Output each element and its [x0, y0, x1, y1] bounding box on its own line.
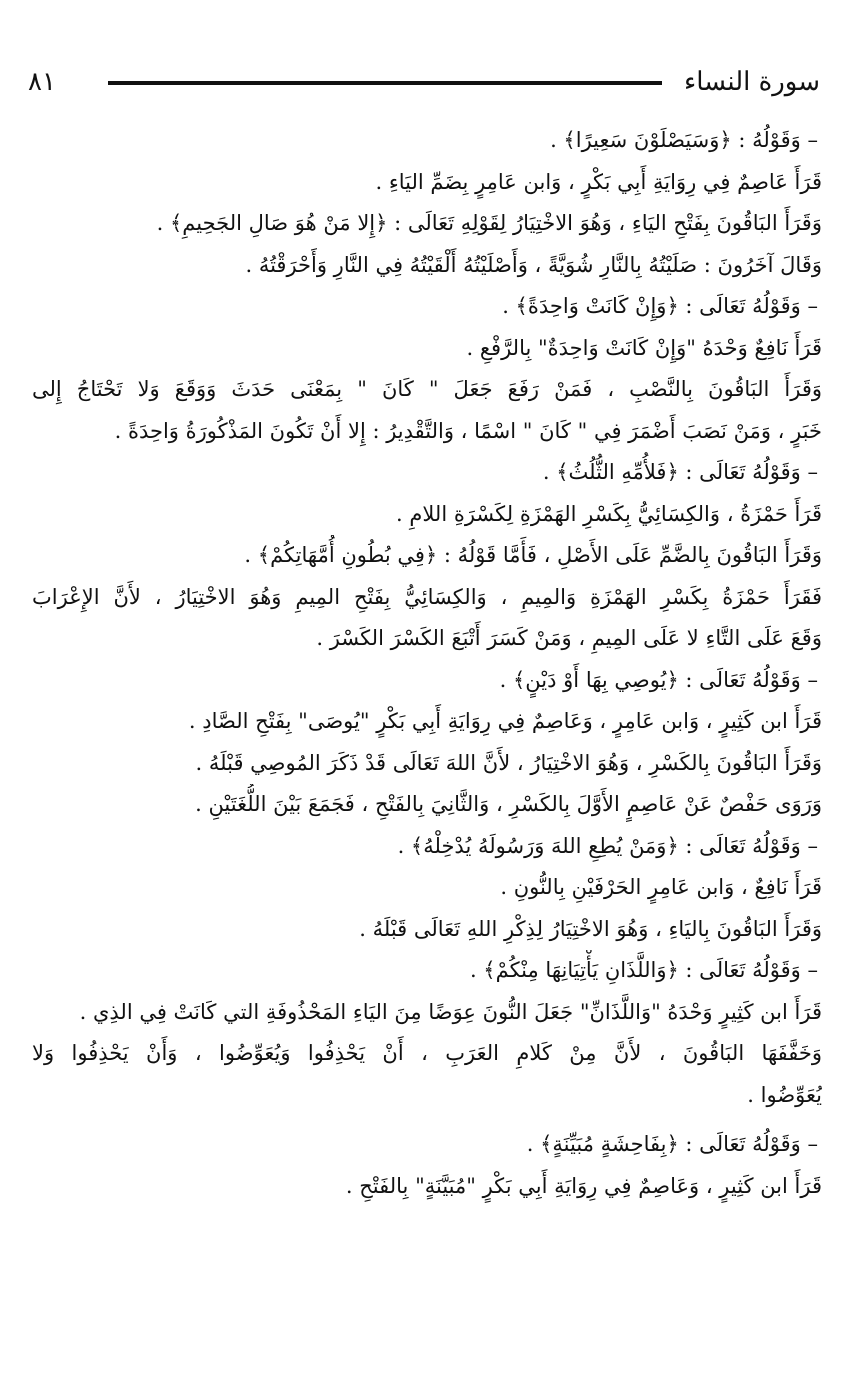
text-line: وَقَرَأَ البَاقُونَ بِفَتْحِ اليَاءِ ، وَهُوَ الاخْتِيَارُ لِقَوْلِهِ تَعَالَى : ﴿إِلا مَنْ هُوَ صَالِ الجَحِيمِ﴾ . — [156, 211, 822, 235]
verse-heading: – وَقَوْلُهُ : ﴿وَسَيَصْلَوْنَ سَعِيرًا﴾ . — [550, 128, 818, 152]
text-line: قَرَأَ حَمْزَةُ ، وَالكِسَائِيُّ بِكَسْرِ الهَمْزَةِ لِكَسْرَةِ اللامِ . — [396, 501, 822, 526]
text-line: وَقَرَأَ البَاقُونَ بِالنَّصْبِ ، فَمَنْ رَفَعَ جَعَلَ " كَانَ " بِمَعْنَى حَدَثَ وَوَقَعَ وَلا تَحْتَاجُ إِلى — [32, 377, 822, 401]
text-line: قَرَأَ نَافِعٌ ، وَابن عَامِرٍ الحَرْفَيْنِ بِالنُّونِ . — [500, 875, 822, 899]
text-line: يُعَوِّضُوا . — [747, 1082, 822, 1107]
text-line: قَرَأَ ابن كَثِيرٍ ، وَعَاصِمٌ فِي رِوَايَةِ أَبِي بَكْرٍ "مُبَيَّنَةٍ" بِالفَتْحِ . — [345, 1173, 822, 1198]
page-body — [32, 120, 822, 1207]
text-line: قَرَأَ ابن كَثِيرٍ ، وَابن عَامِرٍ ، وَعَاصِمٌ فِي رِوَايَةِ أَبِي بَكْرٍ "يُوصَى" بِفَتْحِ الصَّادِ . — [188, 709, 822, 733]
page-number: ٨١ — [28, 67, 56, 97]
text-line: قَرَأَ نَافِعٌ وَحْدَهُ "وَإِنْ كَانَتْ وَاحِدَةٌ" بِالرَّفْعِ . — [466, 335, 822, 360]
text-line: وَقَرَأَ البَاقُونَ بِاليَاءِ ، وَهُوَ الاخْتِيَارُ لِذِكْرِ اللهِ تَعَالَى قَبْلَهُ . — [359, 916, 822, 941]
text-line: وَرَوَى حَفْصٌ عَنْ عَاصِمٍ الأَوَّلَ بِالكَسْرِ ، وَالثَّانِيَ بِالفَتْحِ ، فَجَمَعَ بَيْنَ اللُّغَتَيْنِ . — [195, 792, 822, 816]
verse-heading: – وَقَوْلُهُ تَعَالَى : ﴿يُوصِي بِهَا أَوْ دَيْنٍ﴾ . — [499, 667, 818, 692]
verse-heading: – وَقَوْلُهُ تَعَالَى : ﴿وَاللَّذَانِ يَأْتِيَانِهَا مِنْكُمْ﴾ . — [469, 958, 818, 982]
verse-heading: – وَقَوْلُهُ تَعَالَى : ﴿وَإِنْ كَانَتْ وَاحِدَةً﴾ . — [502, 294, 818, 318]
text-line: خَبَرٍ ، وَمَنْ نَصَبَ أَضْمَرَ فِي " كَانَ " اسْمًا ، وَالتَّقْدِيرُ : إِلا أَنْ تَكُونَ المَذْكُورَةُ وَاحِدَةً . — [114, 418, 822, 443]
text-line: قَرَأَ ابن كَثِيرٍ وَحْدَهُ "وَاللَّذَانِّ" جَعَلَ النُّونَ عِوَضًا مِنَ اليَاءِ المَحْذُوفَةِ التي كَانَتْ فِي الذِي . — [79, 999, 822, 1024]
header-rule — [108, 81, 662, 85]
verse-heading: – وَقَوْلُهُ تَعَالَى : ﴿وَمَنْ يُطِعِ اللهَ وَرَسُولَهُ يُدْخِلْهُ﴾ . — [397, 833, 818, 858]
text-line: وَقَعَ عَلَى التَّاءِ لا عَلَى المِيمِ ، وَمَنْ كَسَرَ أَتْبَعَ الكَسْرَ الكَسْرَ . — [316, 626, 822, 650]
verse-heading: – وَقَوْلُهُ تَعَالَى : ﴿فَلأُمِّهِ الثُّلُثُ﴾ . — [542, 460, 818, 484]
text-line: وَقَرَأَ البَاقُونَ بِالكَسْرِ ، وَهُوَ الاخْتِيَارُ ، لأَنَّ اللهَ تَعَالَى قَدْ ذَكَرَ المُوصِي قَبْلَهُ . — [195, 750, 822, 775]
chapter-title: سورة النساء — [684, 67, 820, 97]
verse-heading: – وَقَوْلُهُ تَعَالَى : ﴿بِفَاحِشَةٍ مُبَيِّنَةٍ﴾ . — [526, 1132, 818, 1156]
text-line: فَقَرَأَ حَمْزَةُ بِكَسْرِ الهَمْزَةِ وَالمِيمِ ، وَالكِسَائِيُّ بِفَتْحِ المِيمِ وَهُوَ الاخْتِيَارُ ، لأَنَّ الإِعْرَابَ — [32, 584, 822, 609]
text-line: وَقَرَأَ البَاقُونَ بِالضَّمِّ عَلَى الأَصْلِ ، فَأَمَّا قَوْلُهُ : ﴿فِي بُطُونِ أُمَّهَاتِكُمْ﴾ . — [244, 543, 822, 567]
text-line: وَقَالَ آخَرُونَ : صَلَيْتُهُ بِالنَّارِ شُوَيَّةً ، وَأَصْلَيْتُهُ أَلْقَيْتُهُ فِي النَّارِ وَأَحْرَقْتُهُ . — [245, 252, 822, 277]
text-line: وَخَفَّفَهَا البَاقُونَ ، لأَنَّ مِنْ كَلامِ العَرَبِ ، أَنْ يَحْذِفُوا وَيُعَوِّضُوا ، وَأَنْ يَحْذِفُوا وَلا — [32, 1041, 822, 1065]
text-line: قَرَأَ عَاصِمٌ فِي رِوَايَةِ أَبِي بَكْرٍ ، وَابن عَامِرٍ بِضَمِّ اليَاءِ . — [375, 169, 822, 194]
page-header — [28, 62, 820, 102]
